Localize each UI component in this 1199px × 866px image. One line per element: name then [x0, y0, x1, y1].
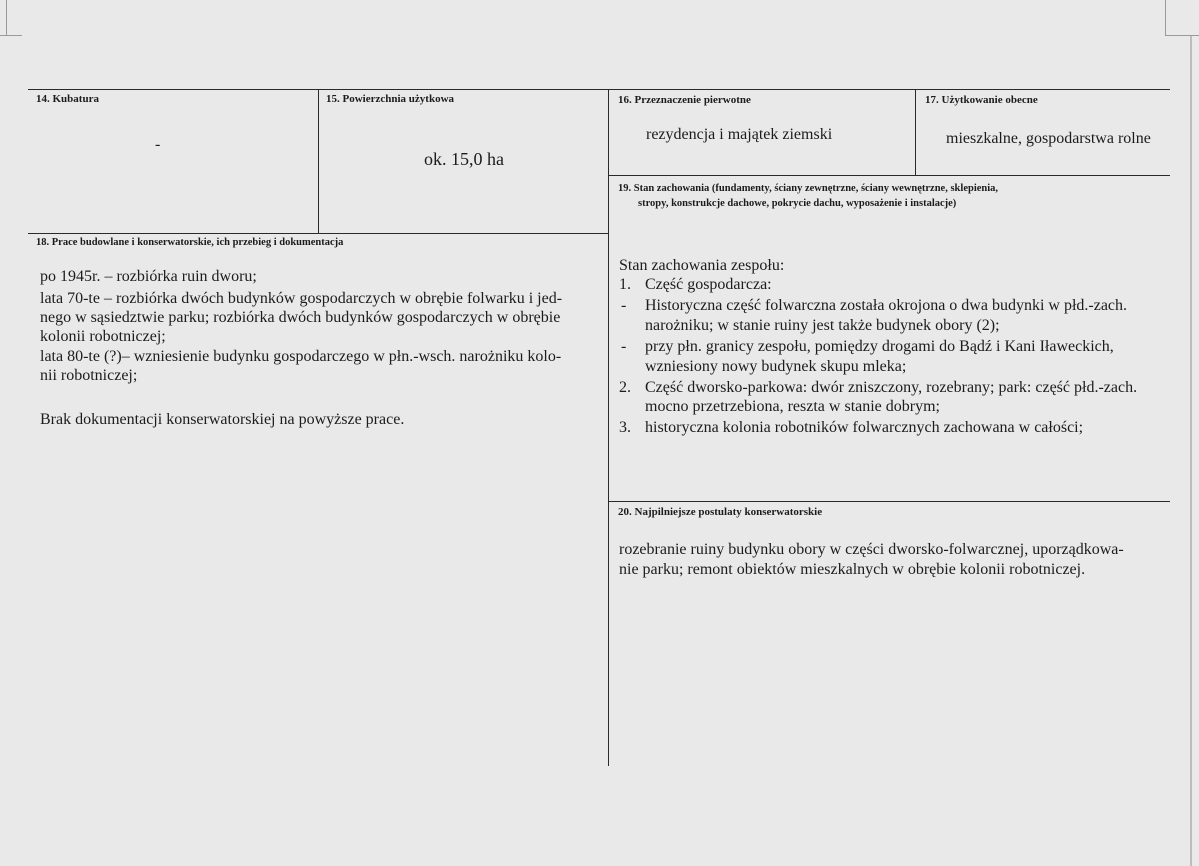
- field-19-item-line: przy płn. granicy zespołu, pomiędzy drogami do Bądź i Kani Iławeckich,: [645, 338, 1114, 355]
- list-marker: 1.: [619, 276, 631, 293]
- field-19-heading: Stan zachowania zespołu:: [619, 257, 785, 274]
- scan-edge-mark: [1165, 35, 1199, 36]
- field-19-item-line: Historyczna część folwarczna została okrojona o dwa budynki w płd.-zach.: [645, 297, 1128, 314]
- rule-row-divider: [28, 233, 608, 234]
- list-marker: -: [621, 297, 627, 314]
- rule-box16-17-bottom: [608, 175, 1170, 176]
- field-20-line: nie parku; remont obiektów mieszkalnych w obrębie kolonii robotniczej.: [619, 561, 1086, 578]
- field-18-line: lata 80-te (?)– wzniesienie budynku gospodarczego w płn.-wsch. narożniku kolo-: [40, 348, 562, 365]
- field-20-label: 20. Najpilniejsze postulaty konserwatorskie: [618, 506, 823, 518]
- field-18-line: nii robotniczej;: [40, 367, 138, 384]
- field-19-item-line: Część dworsko-parkowa: dwór zniszczony, rozebrany; park: część płd.-zach.: [645, 379, 1138, 396]
- field-18-line: nego w sąsiedztwie parku; rozbiórka dwóch budynków gospodarczych w obrębie: [40, 309, 561, 326]
- field-19-item-line: wzniesiony nowy budynek skupu mleka;: [645, 358, 907, 375]
- field-19-item-line: Część gospodarcza:: [645, 276, 772, 293]
- field-18-label: 18. Prace budowlane i konserwatorskie, ich przebieg i dokumentacja: [36, 237, 344, 248]
- field-14-label: 14. Kubatura: [36, 93, 99, 105]
- field-19-item-line: mocno przetrzebiona, reszta w stanie dobrym;: [645, 398, 940, 415]
- field-18-line: lata 70-te – rozbiórka dwóch budynków gospodarczych w obrębie folwarku i jed-: [40, 290, 563, 307]
- field-20-line: rozebranie ruiny budynku obory w części dworsko-folwarcznej, uporządkowa-: [619, 541, 1124, 558]
- rule-box19-bottom: [608, 501, 1170, 502]
- rule-top: [28, 89, 1170, 90]
- field-14-value: -: [155, 136, 161, 153]
- scan-edge-mark: [0, 35, 22, 36]
- field-15-value: ok. 15,0 ha: [424, 149, 504, 169]
- field-16-label: 16. Przeznaczenie pierwotne: [618, 94, 751, 106]
- rule-col-left-right: [608, 90, 609, 766]
- list-marker: 3.: [619, 419, 631, 436]
- rule-col-14-15: [318, 90, 319, 233]
- field-18-line: Brak dokumentacji konserwatorskiej na powyższe prace.: [40, 411, 405, 428]
- field-16-value: rezydencja i majątek ziemski: [646, 126, 833, 143]
- scan-edge-mark: [6, 0, 7, 36]
- list-marker: 2.: [619, 379, 631, 396]
- list-marker: -: [621, 338, 627, 355]
- field-15-label: 15. Powierzchnia użytkowa: [326, 93, 455, 105]
- field-19-item-line: historyczna kolonia robotników folwarcznych zachowana w całości;: [645, 419, 1084, 436]
- scan-edge-mark: [1190, 36, 1192, 866]
- field-17-label: 17. Użytkowanie obecne: [925, 94, 1038, 106]
- field-19-item-line: narożniku; w stanie ruiny jest także budynek obory (2);: [645, 317, 1000, 334]
- field-17-value: mieszkalne, gospodarstwa rolne: [946, 130, 1151, 147]
- rule-col-16-17: [915, 90, 916, 175]
- field-19-label-line2: stropy, konstrukcje dachowe, pokrycie dachu, wyposażenie i instalacje): [638, 198, 957, 209]
- field-19-label-line1: 19. Stan zachowania (fundamenty, ściany zewnętrzne, ściany wewnętrzne, sklepienia,: [618, 183, 999, 194]
- field-18-line: kolonii robotniczej;: [40, 328, 166, 345]
- scan-edge-mark: [1165, 0, 1166, 36]
- field-18-line: po 1945r. – rozbiórka ruin dworu;: [40, 268, 257, 285]
